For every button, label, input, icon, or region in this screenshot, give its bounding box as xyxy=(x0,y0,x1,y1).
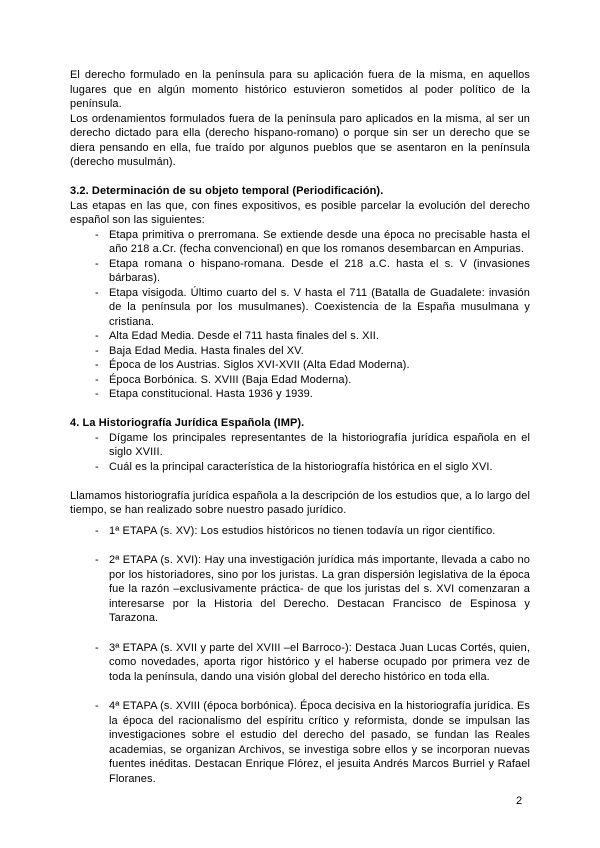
list-item-text: Etapa visigoda. Último cuarto del s. V hasta el 711 (Batalla de Guadalete: invasión de la península por los musulmanes). Coexistencia de la España musulmana y cristiana. xyxy=(109,286,530,328)
bullet-marker: - xyxy=(95,228,99,241)
list-item-text: 3ª ETAPA (s. XVII y parte del XVIII –el Barroco-): Destaca Juan Lucas Cortés, quien, como novedades, aporta rigor histórico y el haberse ocupado por primera vez de toda la península, dando una visión global del derecho histórico en toda ella. xyxy=(109,641,530,683)
bullet-marker: - xyxy=(95,554,99,566)
bullet-marker: - xyxy=(95,373,99,386)
list-item-text: Alta Edad Media. Desde el 711 hasta finales del s. XII. xyxy=(109,330,380,342)
bullet-marker: - xyxy=(95,286,99,299)
list-item-text: Dígame los principales representantes de la historiografía jurídica española en el siglo XVIII. xyxy=(109,431,530,458)
bullet-list xyxy=(70,431,530,475)
list-item-text: 4ª ETAPA (s. XVIII (época borbónica). Época decisiva en la historiografía jurídica. Es la época del racionalismo del espíritu crítico y reformista, donde se impulsan las investigaciones sobre el estudio del derecho del pasado, se fundan las Reales academias, se organizan Archivos, se investiga sobre ellos y se incorporan nuevas fuentes inéditas. Destacan Enrique Flórez, el jesuita Andrés Marcos Burriel y Rafael Floranes. xyxy=(109,700,530,785)
list-item xyxy=(70,257,530,286)
bullet-list xyxy=(70,228,530,402)
bullet-marker: - xyxy=(95,344,99,357)
page-number: 2 xyxy=(516,795,523,807)
list-item-text: Época de los Austrias. Siglos XVI-XVII (Alta Edad Moderna). xyxy=(109,359,410,371)
paragraph: Las etapas en las que, con fines expositivos, es posible parcelar la evolución del derecho español son las siguientes: xyxy=(70,199,530,226)
list-item xyxy=(70,641,530,685)
list-item xyxy=(70,373,530,388)
list-item xyxy=(70,329,530,344)
list-item-text: 2ª ETAPA (s. XVI): Hay una investigación jurídica más importante, llevada a cabo no por los historiadores, sino por los juristas. La gran dispersión legislativa de la época fue la razón –exclusivamente práctica- de que los juristas del s. XVI comenzaran a interesarse por la Historia del Derecho. Destacan Francisco de Espinosa y Tarazona. xyxy=(109,554,530,624)
bullet-marker: - xyxy=(95,257,99,270)
list-item xyxy=(70,286,530,330)
section-heading: 3.2. Determinación de su objeto temporal (Periodificación). xyxy=(70,185,384,197)
blank-line xyxy=(70,402,530,417)
list-item-text: Etapa romana o hispano-romana. Desde el 218 a.C. hasta el s. V (invasiones bárbaras). xyxy=(109,257,530,284)
list-item-text: 1ª ETAPA (s. XV): Los estudios históricos no tienen todavía un rigor científico. xyxy=(109,524,496,537)
blank-line xyxy=(70,474,530,489)
bullet-list xyxy=(70,524,530,787)
list-item-text: Baja Edad Media. Hasta finales del XV. xyxy=(109,344,304,357)
paragraph: Llamamos historiografía jurídica española a la descripción de los estudios que, a lo largo del tiempo, se han realizado sobre nuestro pasado jurídico. xyxy=(70,489,530,516)
list-item xyxy=(70,228,530,257)
paragraph: Los ordenamientos formulados fuera de la península paro aplicados en la misma, al ser un derecho dictado para ella (derecho hispano-romano) o porque sin ser un derecho que se diera pensando en ella, fue traído por algunos pueblos que se asentaron en la península (derecho musulmán). xyxy=(70,112,530,168)
bullet-marker: - xyxy=(95,524,99,537)
list-item xyxy=(70,699,530,786)
bullet-marker: - xyxy=(95,460,99,473)
bullet-marker: - xyxy=(95,700,99,712)
bullet-marker: - xyxy=(95,330,99,342)
list-item xyxy=(70,524,530,539)
list-item xyxy=(70,553,530,626)
list-item-text: Época Borbónica. S. XVIII (Baja Edad Moderna). xyxy=(109,373,352,386)
list-item xyxy=(70,460,530,475)
list-item-text: Etapa constitucional. Hasta 1936 y 1939. xyxy=(109,388,313,400)
paragraph: El derecho formulado en la península para su aplicación fuera de la misma, en aquellos lugares que en algún momento histórico estuvieron sometidos al poder político de la península. xyxy=(70,69,530,110)
list-item xyxy=(70,358,530,373)
list-item xyxy=(70,344,530,359)
section-heading: 4. La Historiografía Jurídica Española (IMP). xyxy=(70,417,305,429)
list-item xyxy=(70,431,530,460)
list-item xyxy=(70,387,530,402)
blank-line xyxy=(70,170,530,185)
bullet-marker: - xyxy=(95,431,99,444)
list-item-text: Cuál es la principal característica de la historiografía histórica en el siglo XVI. xyxy=(109,460,493,473)
document-body xyxy=(70,68,530,786)
bullet-marker: - xyxy=(95,641,99,654)
bullet-marker: - xyxy=(95,388,99,400)
list-item-text: Etapa primitiva o prerromana. Se extiende desde una época no precisable hasta el año 218 a.Cr. (fecha convencional) en que los romanos desembarcan en Ampurias. xyxy=(109,228,530,255)
bullet-marker: - xyxy=(95,359,99,371)
